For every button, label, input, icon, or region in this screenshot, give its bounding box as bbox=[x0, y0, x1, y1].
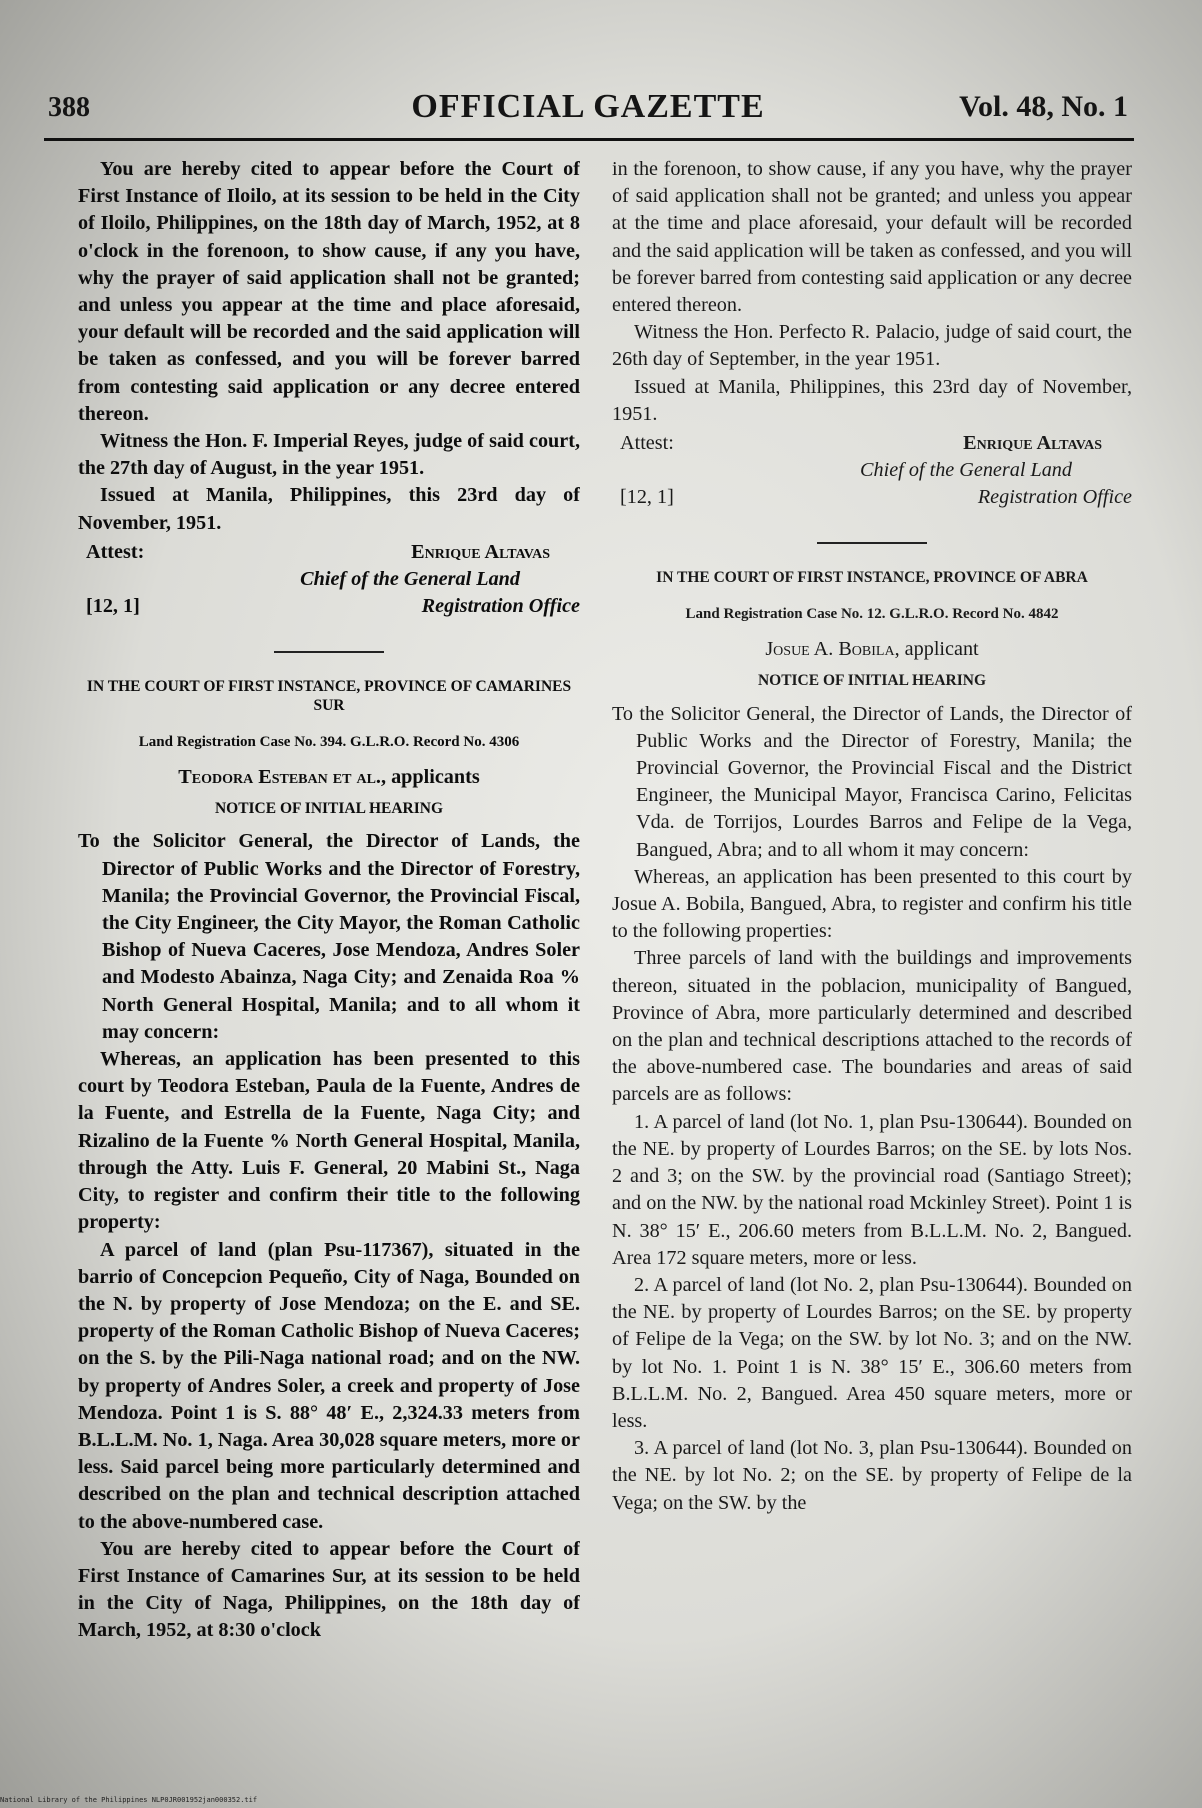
addressees-paragraph: To the Solicitor General, the Director of Lands, the Director of Public Works and the Director of Forestry, Manila; the Provincial Governor, the Provincial Fiscal and the District Engineer, the Municipal Mayor, Francisca Carino, Felicitas Vda. de Torrijos, Lourdes Barros and Felipe de la Vega, Bangued, Abra; and to all whom it may concern: bbox=[612, 702, 1132, 861]
issue-citation: [12, 1] bbox=[620, 486, 674, 509]
witness-paragraph: Witness the Hon. Perfecto R. Palacio, judge of said court, the 26th day of September, in the year 1951. bbox=[612, 321, 1132, 371]
case-number: Land Registration Case No. 394. G.L.R.O. Record No. 4306 bbox=[138, 733, 520, 750]
notice-heading: NOTICE OF INITIAL HEARING bbox=[757, 672, 987, 690]
section-separator bbox=[817, 542, 927, 544]
applicant-name: Josue A. Bobila bbox=[765, 638, 895, 661]
right-column bbox=[612, 156, 1132, 1776]
header-rule bbox=[44, 138, 1134, 141]
signatory-title: Chief of the General Land bbox=[300, 567, 520, 590]
attest-label: Attest: bbox=[620, 432, 674, 455]
signatory-name: Enrique Altavas bbox=[963, 432, 1102, 455]
applicant-role: , applicants bbox=[380, 766, 480, 789]
applicant-line bbox=[612, 636, 1132, 663]
properties-paragraph: Three parcels of land with the buildings and improvements thereon, situated in the poblacion, municipality of Bangued, Province of Abra, more particularly determined and described on the plan and technical descriptions attached to the records of the above-numbered case. The boundaries and areas of said parcels are as follows: bbox=[612, 947, 1132, 1106]
parcel-item-2: 2. A parcel of land (lot No. 2, plan Psu-130644). Bounded on the NE. by property of Lourdes Barros; on the SE. by property of Felipe de la Vega; on the SW. by lot No. 3; and on the NW. by lot No. 1. Point 1 is N. 38° 15′ E., 306.60 meters from B.L.L.M. No. 2, Bangued. Area 450 square meters, more or less. bbox=[612, 1273, 1132, 1432]
page-number: 388 bbox=[48, 92, 90, 123]
signatory-name: Enrique Altavas bbox=[411, 540, 550, 563]
court-heading: IN THE COURT OF FIRST INSTANCE, PROVINCE OF ABRA bbox=[656, 569, 1088, 587]
parcel-item-3: 3. A parcel of land (lot No. 3, plan Psu-130644). Bounded on the NE. by lot No. 2; on the SE. by property of Felipe de la Vega; on the SW. by the bbox=[612, 1437, 1132, 1514]
issue-citation: [12, 1] bbox=[86, 594, 140, 617]
page-header bbox=[48, 88, 1128, 130]
signatory-title: Chief of the General Land bbox=[860, 459, 1072, 482]
scan-footer: National Library of the Philippines NLP0JR001952jan000352.tif bbox=[0, 1796, 258, 1804]
issued-paragraph: Issued at Manila, Philippines, this 23rd day of November, 1951. bbox=[612, 375, 1132, 425]
whereas-paragraph: Whereas, an application has been presented to this court by Teodora Esteban, Paula de la Fuente, Andres de la Fuente, and Estrella de la Fuente, Naga City; and Rizalino de la Fuente % North General Hospital, Manila, through the Atty. Luis F. General, 20 Mabini St., Naga City, to register and confirm their title to the following property: bbox=[78, 1048, 580, 1234]
parcel-item-1: 1. A parcel of land (lot No. 1, plan Psu-130644). Bounded on the NE. by property of Lourdes Barros; on the SE. by lots Nos. 2 and 3; on the SW. by the provincial road (Santiago Street); and on the NW. by the national road Mckinley Street). Point 1 is N. 38° 15′ E., 206.60 meters from B.L.L.M. No. 2, Bangued. Area 172 square meters, more or less. bbox=[612, 1110, 1132, 1269]
signature-block bbox=[78, 539, 580, 621]
attest-label: Attest: bbox=[86, 540, 145, 563]
continued-paragraph: in the forenoon, to show cause, if any you have, why the prayer of said application shall not be granted; and unless you appear at the time and place aforesaid, your default will be recorded and the said application will be taken as confessed, and you will be forever barred from contesting said application or any decree entered thereon. bbox=[612, 158, 1132, 317]
applicant-role: , applicant bbox=[894, 638, 979, 661]
publication-title: OFFICIAL GAZETTE bbox=[411, 88, 765, 125]
signature-block bbox=[612, 430, 1132, 512]
issued-paragraph: Issued at Manila, Philippines, this 23rd day of November, 1951. bbox=[78, 484, 580, 534]
volume-label: Vol. 48, No. 1 bbox=[959, 90, 1128, 123]
applicant-line bbox=[78, 764, 580, 791]
left-column bbox=[78, 156, 580, 1776]
case-number: Land Registration Case No. 12. G.L.R.O. Record No. 4842 bbox=[685, 606, 1059, 623]
citation-paragraph: You are hereby cited to appear before the Court of First Instance of Iloilo, at its session to be held in the City of Iloilo, Philippines, on the 18th day of March, 1952, at 8 o'clock in the forenoon, to show cause, if any you have, why the prayer of said application shall not be granted; and unless you appear at the time and place aforesaid, your default will be recorded and the said application will be taken as confessed, and you will be forever barred from contesting said application or any decree entered thereon. bbox=[78, 158, 580, 425]
whereas-paragraph: Whereas, an application has been presented to this court by Josue A. Bobila, Bangued, Abra, to register and confirm his title to the following properties: bbox=[612, 865, 1132, 943]
addressees-paragraph: To the Solicitor General, the Director of Lands, the Director of Public Works and the Director of Forestry, Manila; the Provincial Governor, the Provincial Fiscal, the City Engineer, the City Mayor, the Roman Catholic Bishop of Nueva Caceres, Jose Mendoza, Andres Soler and Modesto Abainza, Naga City; and Zenaida Roa % North General Hospital, Manila; and to all whom it may concern: bbox=[78, 830, 580, 1043]
hearing-paragraph: You are hereby cited to appear before the Court of First Instance of Camarines Sur, at its session to be held in the City of Naga, Philippines, on the 18th day of March, 1952, at 8:30 o'clock bbox=[78, 1537, 580, 1642]
court-heading: IN THE COURT OF FIRST INSTANCE, PROVINCE OF CAMARINES SUR bbox=[86, 677, 572, 714]
parcel-description: A parcel of land (plan Psu-117367), situated in the barrio of Concepcion Pequeño, City of Naga, Bounded on the N. by property of Jose Mendoza; on the E. and SE. property of the Roman Catholic Bishop of Nueva Caceres; on the S. by the Pili-Naga national road; and on the NW. by property of Andres Soler, a creek and property of Jose Mendoza. Point 1 is S. 88° 48′ E., 2,324.33 meters from B.L.L.M. No. 1, Naga. Area 30,028 square meters, more or less. Said parcel being more particularly determined and described on the plan and technical description attached to the above-numbered case. bbox=[78, 1238, 580, 1533]
signatory-office: Registration Office bbox=[977, 486, 1132, 509]
witness-paragraph: Witness the Hon. F. Imperial Reyes, judge of said court, the 27th day of August, in the year 1951. bbox=[78, 430, 580, 480]
section-separator bbox=[274, 651, 384, 653]
signatory-office: Registration Office bbox=[421, 594, 580, 617]
notice-heading: NOTICE OF INITIAL HEARING bbox=[214, 800, 444, 818]
applicant-name: Teodora Esteban et al. bbox=[178, 766, 381, 789]
